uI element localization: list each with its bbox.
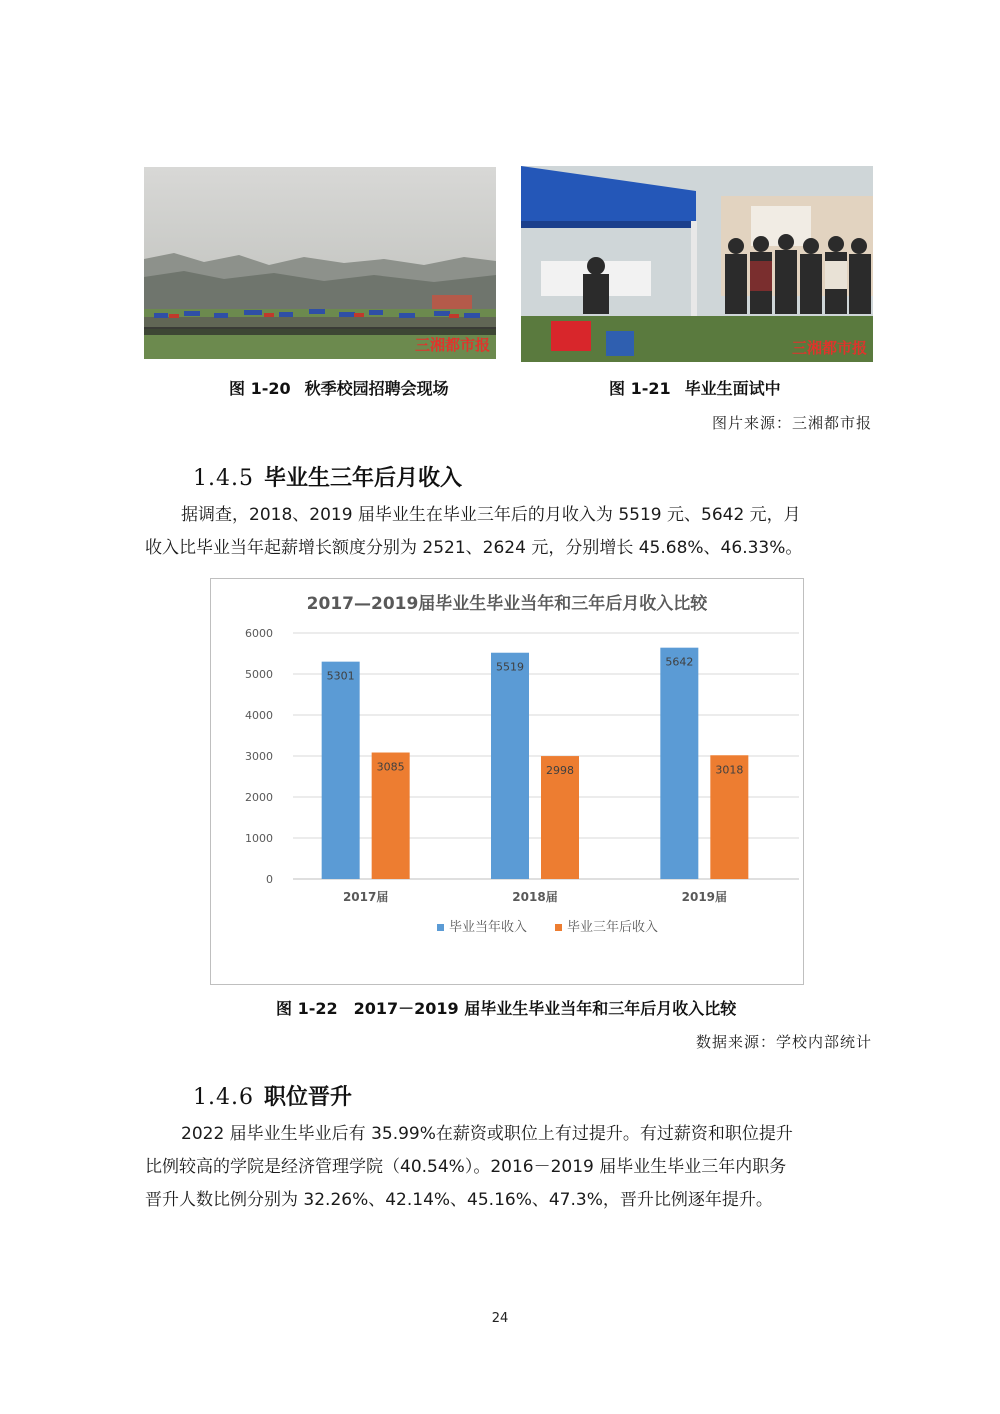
legend-label: 毕业当年收入 [449, 920, 528, 935]
section-title: 毕业生三年后月收入 [263, 466, 462, 491]
caption-number: 图 1-21 [609, 379, 671, 398]
paragraph-line: 晋升人数比例分别为 32.26%、42.14%、45.16%、47.3%，晋升比例逐年提升。 [145, 1190, 773, 1210]
photo-watermark: 三湘都市报 [414, 336, 490, 354]
chart-bar [491, 653, 529, 879]
x-tick-label: 2017届 [342, 890, 389, 904]
caption-text: 毕业生面试中 [684, 379, 781, 398]
paragraph-line: 据调查，2018、2019 届毕业生在毕业三年后的月收入为 5519 元、5642 元，月 [181, 505, 801, 525]
y-tick-label: 2000 [245, 791, 273, 804]
section-heading-income [193, 461, 462, 492]
section-number: 1.4.5 [193, 466, 254, 491]
y-tick-label: 6000 [245, 627, 273, 640]
photo-caption-left [229, 376, 449, 399]
bar-value-label: 5642 [665, 655, 694, 669]
chart-bars [322, 648, 749, 879]
income-chart-svg [211, 579, 803, 984]
caption-number: 图 1-20 [229, 379, 291, 398]
legend-swatch [555, 924, 562, 931]
chart-bar [322, 662, 360, 879]
bar-value-label: 3085 [376, 760, 405, 774]
job-fair-photo [144, 167, 496, 359]
bar-value-label: 5519 [496, 660, 524, 674]
photo-watermark: 三湘都市报 [791, 339, 867, 357]
promotion-paragraph [145, 1118, 873, 1217]
caption-text: 秋季校园招聘会现场 [304, 379, 449, 398]
photo-source: 图片来源：三湘都市报 [711, 414, 872, 432]
bar-value-label: 5301 [326, 669, 355, 683]
y-tick-label: 1000 [245, 832, 273, 845]
legend-swatch [437, 924, 444, 931]
chart-bar [660, 648, 698, 879]
y-tick-label: 0 [266, 873, 273, 886]
x-tick-label: 2019届 [681, 890, 728, 904]
section-heading-promotion [193, 1080, 352, 1111]
income-paragraph [145, 499, 873, 565]
chart-title: 2017—2019届毕业生毕业当年和三年后月收入比较 [306, 594, 708, 614]
paragraph-line: 收入比毕业当年起薪增长额度分别为 2521、2624 元，分别增长 45.68%、46.33%。 [145, 538, 803, 558]
photo-caption-right [609, 376, 781, 399]
bar-value-label: 3018 [715, 763, 744, 777]
page-number: 24 [491, 1311, 509, 1326]
legend-label: 毕业三年后收入 [567, 920, 659, 935]
paragraph-line: 2022 届毕业生毕业后有 35.99%在薪资或职位上有过提升。有过薪资和职位提升 [181, 1124, 793, 1144]
y-tick-label: 5000 [245, 668, 273, 681]
job-fair-illustration [144, 167, 496, 359]
y-tick-label: 4000 [245, 709, 273, 722]
chart-caption: 图 1-22 2017－2019 届毕业生毕业当年和三年后月收入比较 [276, 999, 737, 1018]
paragraph-line: 比例较高的学院是经济管理学院（40.54%）。2016－2019 届毕业生毕业三年内职务 [145, 1157, 787, 1177]
income-chart [210, 578, 804, 985]
section-number: 1.4.6 [193, 1085, 254, 1110]
y-tick-label: 3000 [245, 750, 273, 763]
chart-source: 数据来源：学校内部统计 [695, 1033, 872, 1051]
interview-illustration [521, 166, 873, 362]
chart-x-axis [343, 890, 727, 904]
bar-value-label: 2998 [546, 764, 574, 778]
interview-photo [521, 166, 873, 362]
chart-y-axis [245, 627, 273, 886]
chart-legend [437, 919, 658, 935]
x-tick-label: 2018届 [512, 890, 558, 904]
section-title: 职位晋升 [263, 1085, 352, 1110]
